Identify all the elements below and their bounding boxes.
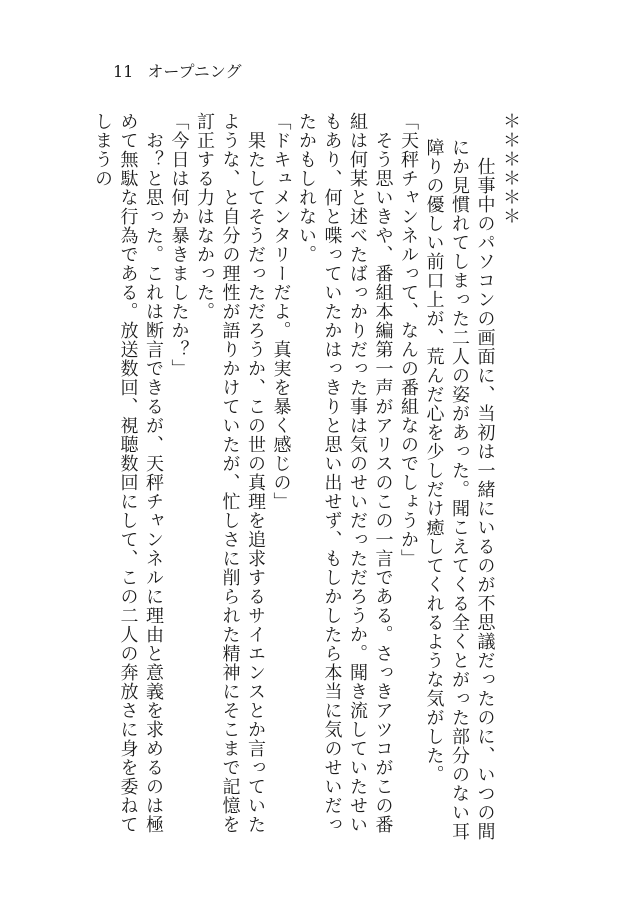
paragraph: そう思いきや、番組本編第一声がアリスのこの一言である。さっきアツコがこの番組は何某と述べたばっかりだった事は気のせいだっただろうか。聞き流していたせいもあり、何と喋っていたかはっきりと思い出せず、もしかしたら本当に気のせいだったかもしれない。: [296, 112, 394, 834]
dialogue-line: 「ドキュメンタリーだよ。真実を暴く感じの」: [270, 112, 292, 511]
paragraph: 仕事中のパソコンの画面に、当初は一緒にいるのが不思議だったのに、いつの間にか見慣れてしまった二人の姿があった。聞こえてくる全くとがった部分のない耳障りの優しい前口上が、荒んだ心を少しだけ癒してくれるような気がした。: [423, 137, 496, 841]
vertical-body-text: [92, 112, 523, 852]
section-divider: ＊＊＊＊＊＊: [500, 112, 521, 226]
paragraph: お？と思った。これは断言できるが、天秤チャンネルに理由と意義を求めるのは極めて無駄な行為である。放送数回、視聴数回にして、この二人の奔放さに身を委ねてしまうの: [92, 112, 164, 834]
page-number: 11: [113, 62, 134, 81]
paragraph: 果たしてそうだっただろうか、この世の真理を追求するサイエンスとか言っていたような、と自分の理性が語りかけていたが、忙しさに削られた精神にそこまで記憶を訂正する力はなかった。: [194, 112, 266, 834]
page-header: [113, 60, 333, 84]
dialogue-line: 「天秤チャンネルって、なんの番組なのでしょうか」: [398, 112, 419, 568]
dialogue-line: 「今日は何か暴きましたか？」: [168, 112, 190, 378]
chapter-title: オープニング: [147, 62, 242, 81]
